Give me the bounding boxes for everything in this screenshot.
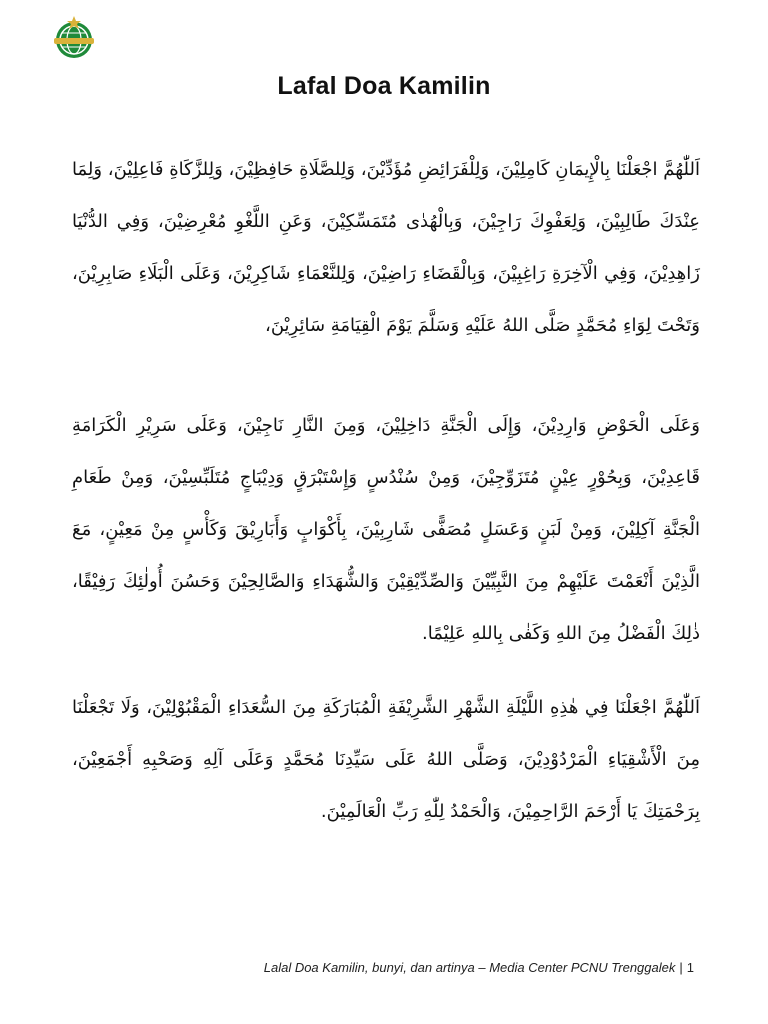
footer-credit: Lalal Doa Kamilin, bunyi, dan artinya – Media Center PCNU Trenggalek — [263, 960, 676, 975]
arabic-paragraph-3: اَللّٰهُمَّ اجْعَلْنَا فِي هٰذِهِ اللَّيْلَةِ الشَّهْرِ الشَّرِيْفَةِ الْمُبَارَكَةِ مِنَ السُّعَدَاءِ الْمَقْبُوْلِيْنَ، وَلَا تَجْعَلْنَا مِنَ الْأَشْقِيَاءِ الْمَرْدُوْدِيْنَ، وَصَلَّى اللهُ عَلَى سَيِّدِنَا مُحَمَّدٍ وَعَلَى آلِهِ وَصَحْبِهِ أَجْمَعِيْنَ، بِرَحْمَتِكَ يَا أَرْحَمَ الرَّاحِمِيْنَ، وَالْحَمْدُ لِلّٰهِ رَبِّ الْعَالَمِيْنَ. — [72, 697, 700, 822]
pcnu-logo-icon — [50, 14, 98, 62]
page-number: 1 — [686, 960, 694, 975]
page-footer — [264, 960, 694, 975]
footer-separator: | — [679, 960, 683, 975]
logo-graphic — [50, 14, 98, 62]
arabic-paragraph-2: وَعَلَى الْحَوْضِ وَارِدِيْنَ، وَإِلَى الْجَنَّةِ دَاخِلِيْنَ، وَمِنَ النَّارِ نَاجِيْنَ، وَعَلَى سَرِيْرِ الْكَرَامَةِ قَاعِدِيْنَ، وَبِحُوْرٍ عِيْنٍ مُتَزَوِّجِيْنَ، وَمِنْ سُنْدُسٍ وَإِسْتَبْرَقٍ وَدِيْبَاجٍ مُتَلَبِّسِيْنَ، وَمِنْ طَعَامِ الْجَنَّةِ آكِلِيْنَ، وَمِنْ لَبَنٍ وَعَسَلٍ مُصَفًّى شَارِبِيْنَ، بِأَكْوَابٍ وَأَبَارِيْقَ وَكَأْسٍ مِنْ مَعِيْنٍ، مَعَ الَّذِيْنَ أَنْعَمْتَ عَلَيْهِمْ مِنَ النَّبِيِّيْنَ وَالصِّدِّيْقِيْنَ وَالشُّهَدَاءِ وَالصَّالِحِيْنَ وَحَسُنَ أُولٰئِكَ رَفِيْقًا، ذٰلِكَ الْفَضْلُ مِنَ اللهِ وَكَفٰى بِاللهِ عَلِيْمًا. — [72, 415, 700, 644]
page-title: Lafal Doa Kamilin — [277, 72, 491, 100]
arabic-paragraph-1: اَللّٰهُمَّ اجْعَلْنَا بِالْإِيمَانِ كَامِلِيْنَ، وَلِلْفَرَائِضِ مُؤَدِّيْنَ، وَلِلصَّلَاةِ حَافِظِيْنَ، وَلِلزَّكَاةِ فَاعِلِيْنَ، وَلِمَا عِنْدَكَ طَالِبِيْنَ، وَلِعَفْوِكَ رَاجِيْنَ، وَبِالْهُدٰى مُتَمَسِّكِيْنَ، وَعَنِ اللَّغْوِ مُعْرِضِيْنَ، وَفِي الدُّنْيَا زَاهِدِيْنَ، وَفِي الْآخِرَةِ رَاغِبِيْنَ، وَبِالْقَضَاءِ رَاضِيْنَ، وَلِلنَّعْمَاءِ شَاكِرِيْنَ، وَعَلَى الْبَلَاءِ صَابِرِيْنَ، وَتَحْتَ لِوَاءِ مُحَمَّدٍ صَلَّى اللهُ عَلَيْهِ وَسَلَّمَ يَوْمَ الْقِيَامَةِ سَائِرِيْنَ، — [71, 159, 700, 336]
